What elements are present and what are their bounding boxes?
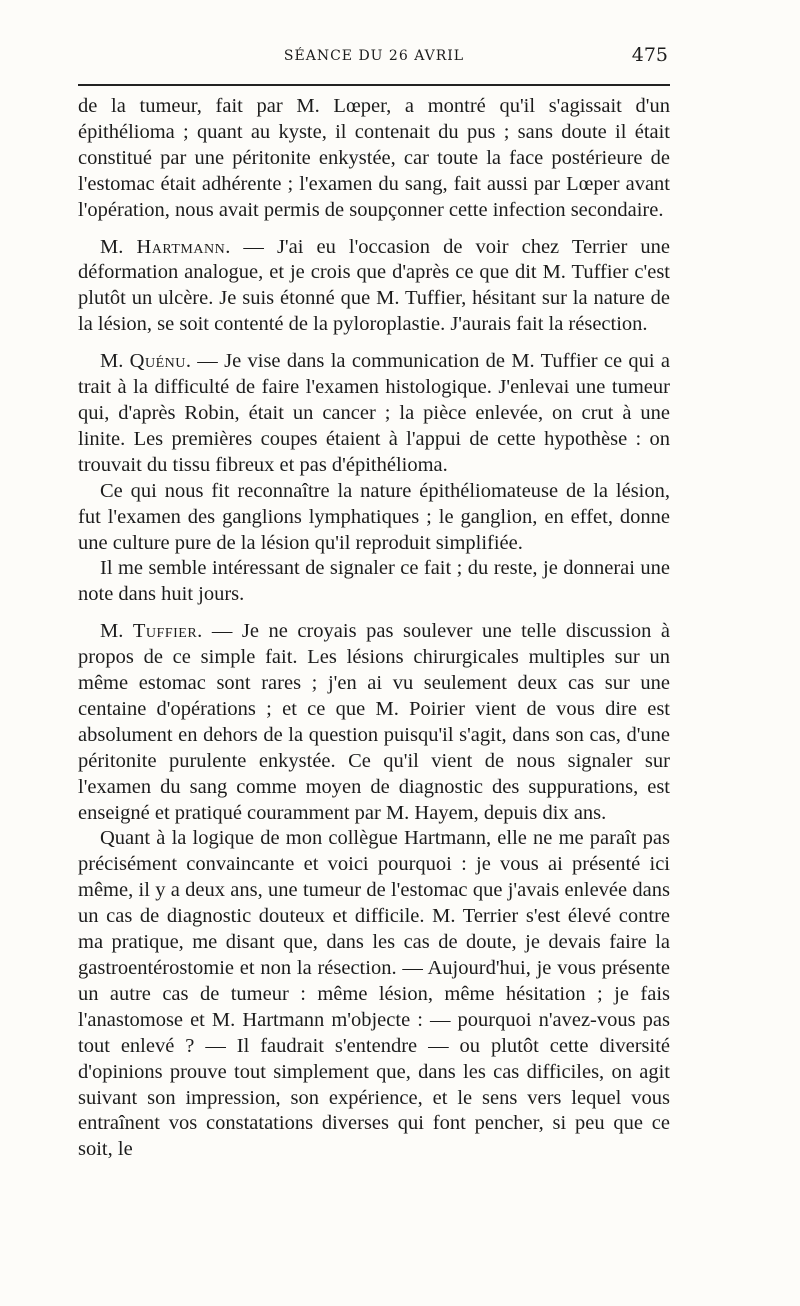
paragraph-text: Ce qui nous fit reconnaître la nature épithéliomateuse de la lésion, fut l'examen des ganglions lymphatiques ; le ganglion, en effet, donne une culture pure de la lésion qu'il reproduit simplifiée.	[78, 479, 670, 554]
speaker-prefix: M.	[100, 350, 130, 373]
paragraph-text: . — Je vise dans la communication de M. Tuffier ce qui a trait à la difficulté de faire l'examen histologique. J'enlevai une tumeur qui, d'après Robin, était un cancer ; la pièce enlevée, on crut à une linite. Les premières coupes étaient à l'appui de cette hypothèse : on trouvait du tissu fibreux et pas d'épithélioma.	[78, 350, 670, 476]
paragraph-text: Il me semble intéressant de signaler ce fait ; du reste, je donnerai une note dans huit jours.	[78, 557, 670, 606]
paragraph-tuffier	[78, 619, 670, 826]
running-head	[78, 44, 670, 74]
paragraph-text: Quant à la logique de mon collègue Hartmann, elle ne me paraît pas précisément convaincante et voici pourquoi : je vous ai présenté ici même, il y a deux ans, une tumeur de l'estomac que j'avais enlevée dans un cas de diagnostic douteux et difficile. M. Terrier s'est élevé contre ma pratique, me disant que, dans les cas de doute, je devais faire la gastroentérostomie et non la résection. — Aujourd'hui, je vous présente un autre cas de tumeur : même lésion, même hésitation ; je fais l'anastomose et M. Hartmann m'objecte : — pourquoi n'avez-vous pas tout enlevé ? — Il faudrait s'entendre — ou plutôt cette diversité d'opinions prouve tout simplement que, dans les cas difficiles, on agit suivant son impression, son expérience, et le sens vers lequel vous entraînent vos constatations diverses qui font pencher, si peu que ce soit, le	[78, 827, 670, 1161]
page-number: 475	[631, 44, 668, 66]
speaker-name: Quénu	[129, 350, 186, 373]
paragraph-text: . — J'ai eu l'occasion de voir chez Terrier une déformation analogue, et je crois que d'après ce que dit M. Tuffier c'est plutôt un ulcère. Je suis étonné que M. Tuffier, hésitant sur la nature de la lésion, se soit contenté de la pyloroplastie. J'aurais fait la résection.	[78, 235, 670, 336]
speaker-prefix: M.	[100, 235, 137, 258]
paragraph-quenu-note	[78, 556, 670, 608]
body-text	[78, 94, 670, 1163]
header-rule	[78, 84, 670, 86]
paragraph-hartmann	[78, 235, 670, 339]
running-title: SÉANCE DU 26 AVRIL	[283, 48, 465, 64]
paragraph-quenu-ganglions	[78, 479, 670, 557]
speaker-name: Tuffier	[132, 620, 198, 643]
speaker-name: Hartmann	[136, 235, 226, 258]
paragraph-quenu	[78, 349, 670, 479]
speaker-prefix: M.	[100, 620, 133, 643]
paragraph-continuation	[78, 94, 670, 224]
paragraph-text: . — Je ne croyais pas soulever une telle discussion à propos de ce simple fait. Les lésions chirurgicales multiples sur un même estomac sont rares ; j'en ai vu seulement deux cas sur une centaine d'opérations ; et ce que M. Poirier vient de vous dire est absolument en dehors de la question puisqu'il s'agit, dans son cas, d'une péritonite purulente enkystée. Ce qu'il vient de nous signaler sur l'examen du sang comme moyen de diagnostic des suppurations, est enseigné et pratiqué couramment par M. Hayem, depuis dix ans.	[78, 620, 670, 824]
paragraph-text: de la tumeur, fait par M. Lœper, a montré qu'il s'agissait d'un épithélioma ; quant au kyste, il contenait du pus ; sans doute il était constitué par une péritonite enkystée, car toute la face postérieure de l'estomac était adhérente ; l'examen du sang, fait aussi par Lœper avant l'opération, nous avait permis de soupçonner cette infection secondaire.	[78, 95, 670, 221]
paragraph-tuffier-logique	[78, 826, 670, 1163]
